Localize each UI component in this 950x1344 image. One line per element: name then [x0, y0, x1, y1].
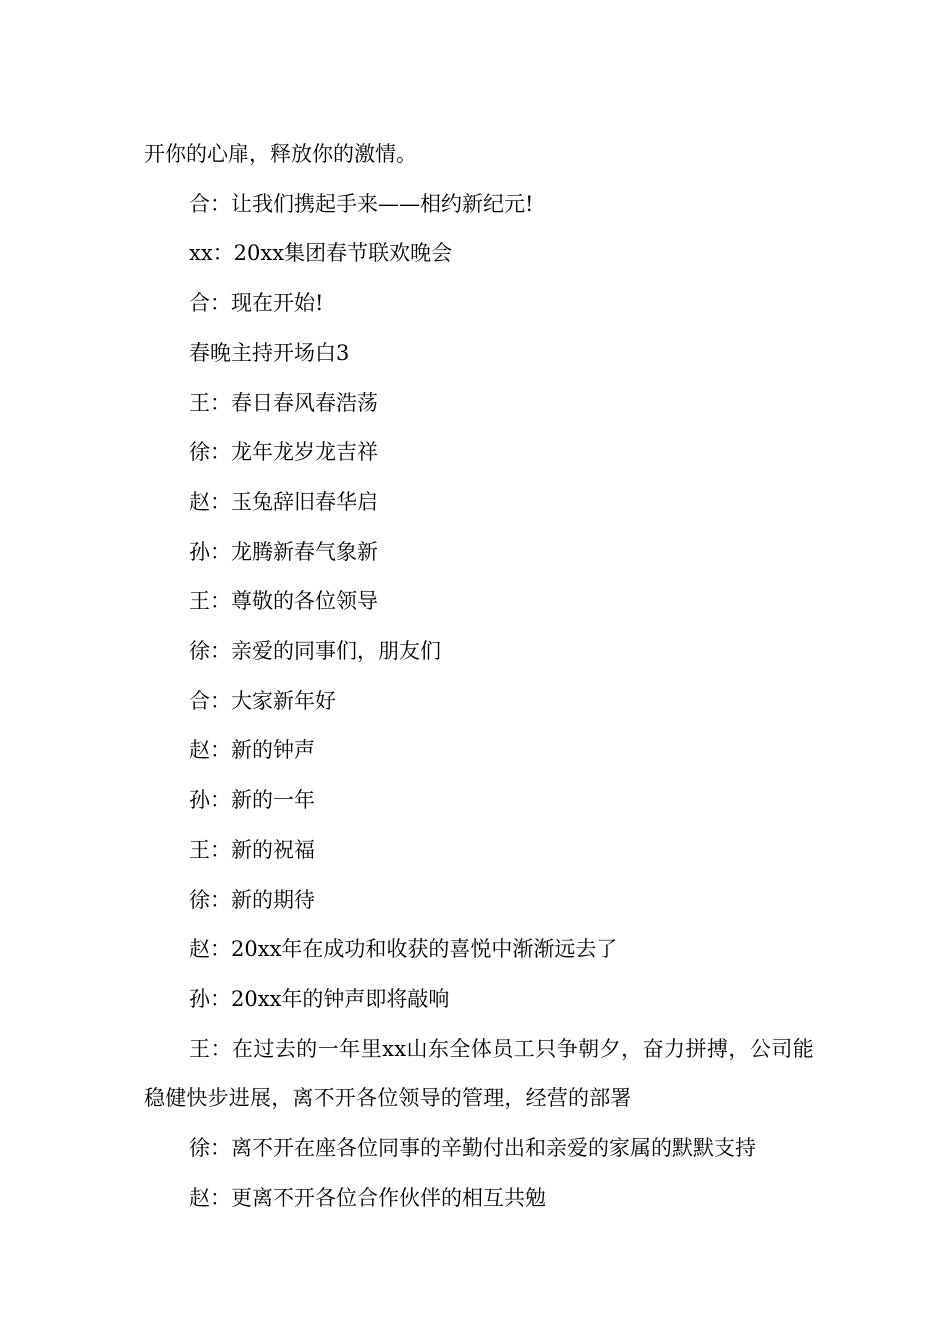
paragraph-15: 王：新的祝福 — [189, 837, 315, 862]
paragraph-21: 赵：更离不开各位合作伙伴的相互共勉 — [189, 1185, 546, 1210]
section-heading: 春晚主持开场白3 — [189, 340, 350, 365]
paragraph-12: 合：大家新年好 — [189, 688, 336, 713]
paragraph-8: 赵：玉兔辞旧春华启 — [189, 489, 378, 514]
paragraph-11: 徐：亲爱的同事们，朋友们 — [189, 639, 441, 664]
paragraph-3: xx：20xx集团春节联欢晚会 — [189, 241, 453, 266]
paragraph-14: 孙：新的一年 — [189, 788, 315, 813]
paragraph-10: 王：尊敬的各位领导 — [189, 589, 378, 614]
paragraph-9: 孙：龙腾新春气象新 — [189, 539, 378, 564]
paragraph-7: 徐：龙年龙岁龙吉祥 — [189, 440, 378, 465]
paragraph-1: 开你的心扉，释放你的激情。 — [144, 142, 417, 166]
paragraph-6: 王：春日春风春浩荡 — [189, 390, 378, 415]
paragraph-20: 徐：离不开在座各位同事的辛勤付出和亲爱的家属的默默支持 — [189, 1136, 756, 1161]
paragraph-4: 合：现在开始! — [189, 291, 324, 316]
paragraph-18: 孙：20xx年的钟声即将敲响 — [189, 986, 450, 1011]
paragraph-2: 合：让我们携起手来——相约新纪元! — [189, 191, 534, 216]
paragraph-17: 赵：20xx年在成功和收获的喜悦中渐渐远去了 — [189, 937, 618, 962]
paragraph-16: 徐：新的期待 — [189, 887, 315, 912]
document-body — [144, 130, 814, 1223]
paragraph-13: 赵：新的钟声 — [189, 738, 315, 763]
paragraph-19: 王：在过去的一年里xx山东全体员工只争朝夕，奋力拼搏，公司能稳健快步进展，离不开各位领导的管理，经营的部署 — [144, 1036, 814, 1111]
